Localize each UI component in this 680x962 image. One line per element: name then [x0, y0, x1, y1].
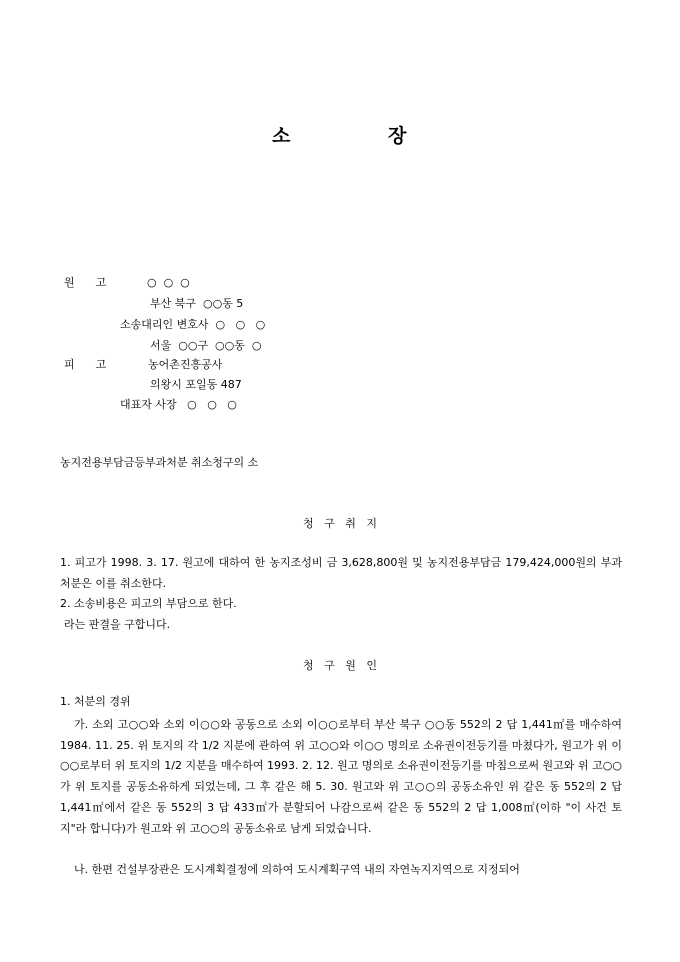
- plaintiff-label: 원 고: [64, 276, 107, 289]
- claim-cause-heading: 청 구 원 인: [303, 659, 377, 672]
- document-title: [0, 121, 680, 149]
- case-name: 농지전용부담금등부과처분 취소청구의 소: [60, 456, 259, 469]
- title-char-1: 소: [272, 125, 291, 147]
- title-char-2: 장: [388, 125, 407, 147]
- attorney-line: 소송대리인 변호사 ○ ○ ○: [120, 318, 266, 331]
- defendant-address: 의왕시 포일동 487: [150, 378, 242, 391]
- attorney-address: 서울 ○○구 ○○동 ○: [150, 339, 262, 352]
- claim-purpose-conclusion: 라는 판결을 구합니다.: [64, 618, 171, 631]
- paragraph-na: 나. 한편 건설부장관은 도시계획결정에 의하여 도시계획구역 내의 자연녹지지역으로 지정되어: [74, 863, 520, 876]
- representative-line: 대표자 사장 ○ ○ ○: [120, 398, 237, 411]
- section-1-heading: 1. 처분의 경위: [60, 695, 131, 708]
- claim-purpose-item-2: 2. 소송비용은 피고의 부담으로 한다.: [60, 597, 237, 610]
- claim-purpose-heading: 청 구 취 지: [303, 517, 377, 530]
- claim-purpose-item-1: 1. 피고가 1998. 3. 17. 원고에 대하여 한 농지조성비 금 3,628,800원 및 농지전용부담금 179,424,000원의 부과처분은 이를 취소한다.: [60, 556, 622, 590]
- plaintiff-name: ○ ○ ○: [147, 276, 190, 289]
- plaintiff-address: 부산 북구 ○○동 5: [150, 297, 244, 310]
- defendant-label: 피 고: [64, 358, 107, 371]
- paragraph-ga: 가. 소외 고○○와 소외 이○○와 공동으로 소외 이○○로부터 부산 북구 ○○동 552의 2 답 1,441㎡를 매수하여 1984. 11. 25. 위 토지의 각 1/2 지분에 관하여 위 고○○와 이○○ 명의로 소유권이전등기를 마쳤다가, 원고가 위 이○○로부터 위 토지의 1/2 지분을 매수하여 1993. 2. 12. 원고 명의로 소유권이전등기를 마침으로써 원고와 위 고○○가 위 토지를 공동소유하게 되었는데, 그 후 같은 해 5. 30. 원고와 위 고○○의 공동소유인 위 같은 동 552의 2 답 1,441㎡에서 같은 동 552의 3 답 433㎡가 분할되어 나감으로써 같은 동 552의 2 답 1,008㎡(이하 "이 사건 토지"라 합니다)가 원고와 위 고○○의 공동소유로 남게 되었습니다.: [60, 718, 622, 835]
- defendant-name: 농어촌진흥공사: [148, 358, 223, 371]
